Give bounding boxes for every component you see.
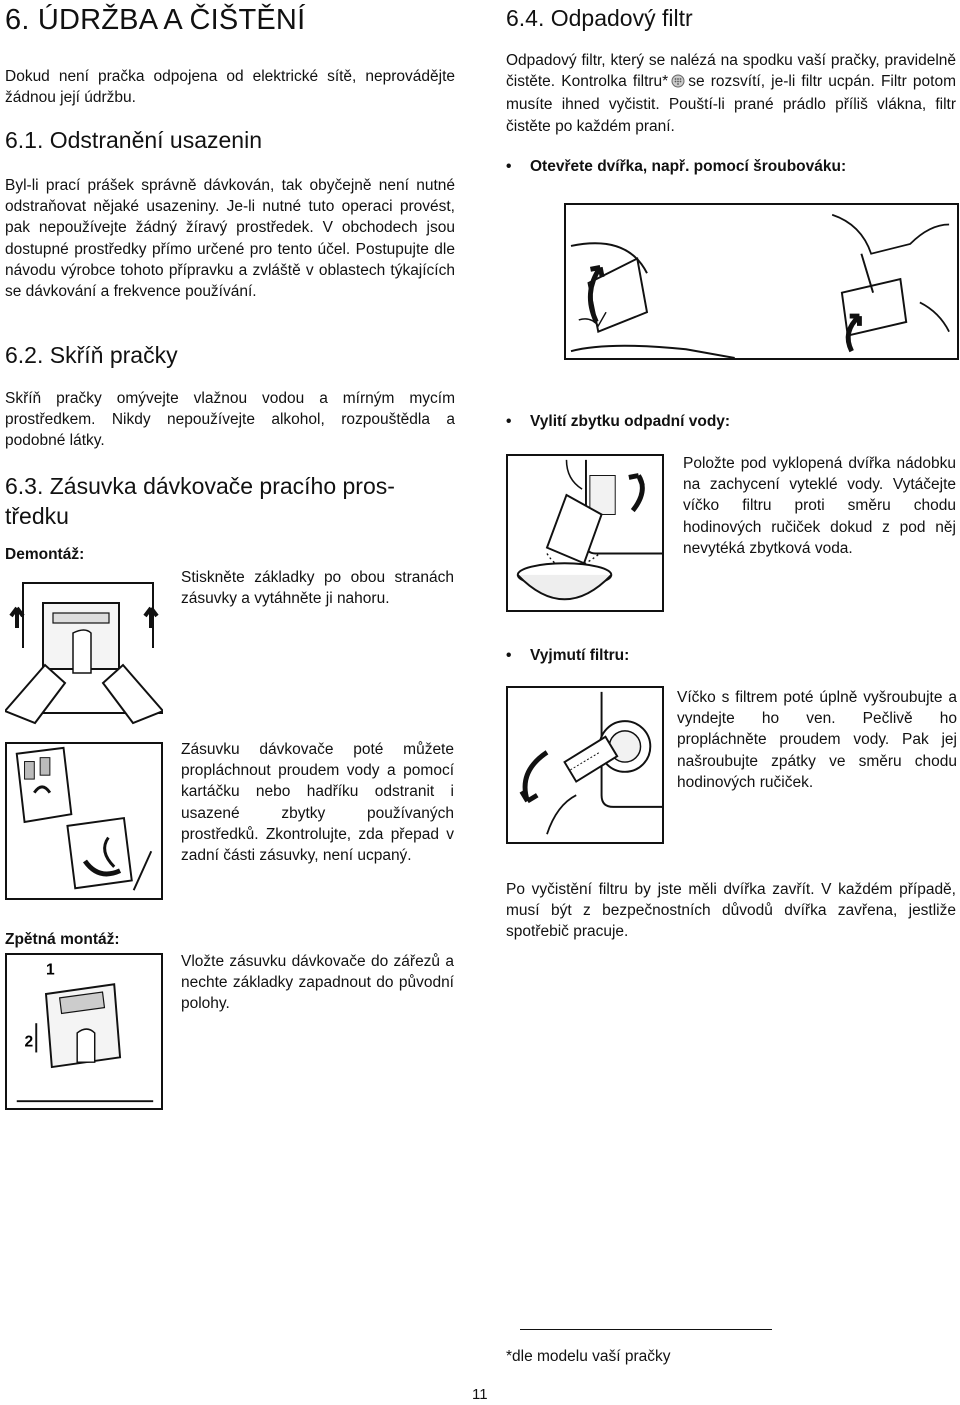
figure-open-filter-door: [564, 203, 959, 360]
remove-text: Víčko s filtrem poté úplně vyšroubujte a vyndejte ho ven. Pečlivě ho propláchněte proudem vody. Pak jej našroubujte zpátky ve směru chodu hodinových ručiček.: [677, 689, 957, 791]
closing-text: Po vyčistění filtru by jste měli dvířka zavřít. V každém případě, musí být z bezpečnostních důvodů dvířka zavřena, jestliže spotřebič pracuje.: [506, 881, 956, 941]
svg-text:2: 2: [24, 1033, 34, 1051]
section-title: 6. ÚDRŽBA A ČIŠTĚNÍ: [5, 4, 306, 36]
heading-6-1: 6.1. Odstranění usazenin: [5, 127, 262, 153]
heading-6-3-line1: 6.3. Zásuvka dávkovače pracího pros-: [5, 473, 395, 499]
drain-text: Položte pod vyklopená dvířka nádobku na zachycení vyteklé vody. Vytáčejte víčko filtru proti směru chodu hodinových ručiček dokud z pod něj nevytéká zbytková voda.: [683, 455, 956, 557]
text-6-1: Byl-li prací prášek správně dávkován, tak obyčejně není nutné odstraňovat nějaké usazeniny. Je-li nutné tuto operaci provést, pak nepoužívejte žádný žíravý prostředek. V obchodech jsou dostupné prostředky přímo určené pro tento účel. Postupujte dle návodu výrobce tohoto přípravku a zvláště v oblastech týkajících se dávkování a frekvence používání.: [5, 177, 455, 301]
text-6-2: Skříň pračky omývejte vlažnou vodou a mírným mycím prostředkem. Nikdy nepoužívejte alkohol, rozpouštědla a podobné látky.: [5, 390, 455, 450]
figure-drawer-rinse: [5, 742, 163, 900]
heading-6-2: 6.2. Skříň pračky: [5, 342, 178, 368]
rinse-text: Zásuvku dávkovače poté můžete propláchnout proudem vody a pomocí kartáčku nebo hadříku odstranit i usazené zbytky používaných prostředků. Zkontrolujte, zda přepad v zadní části zásuvky, není ucpaný.: [181, 741, 454, 865]
bullet-drain-water: • Vylití zbytku odpadní vody:: [506, 413, 731, 430]
filter-intro: [506, 50, 956, 137]
bullet-remove-filter: • Vyjmutí filtru:: [506, 647, 630, 664]
section-intro: Dokud není pračka odpojena od elektrické sítě, neprovádějte žádnou její údržbu.: [5, 68, 455, 107]
disassembly-text: Stiskněte základky po obou stranách zásuvky a vytáhněte ji nahoru.: [181, 569, 454, 608]
footnote: *dle modelu vaší pračky: [506, 1348, 671, 1365]
bullet-open-door: • Otevřete dvířka, např. pomocí šroubováku:: [506, 158, 847, 175]
page-number: 11: [472, 1386, 488, 1403]
figure-remove-filter: [506, 686, 664, 844]
filter-intro-part1: Odpadový filtr, který se nalézá na spodku vaší pračky, pravidelně čistěte. Kontrolka filtru*: [506, 52, 956, 91]
footnote-divider: [520, 1329, 772, 1330]
filter-indicator-icon: [671, 73, 685, 94]
figure-drawer-removal: [5, 573, 163, 730]
reassembly-text: Vložte zásuvku dávkovače do zářezů a nechte základky zapadnout do původní polohy.: [181, 953, 454, 1013]
heading-6-3-line2: tředku: [5, 503, 69, 529]
filter-intro-part2: se rozsvítí, je-li filtr ucpán. Filtr potom musíte ihned vyčistit. Pouští-li prané prádlo příliš vlákna, filtr čistěte po každém praní.: [506, 73, 956, 135]
disassembly-label: Demontáž:: [5, 546, 85, 563]
svg-text:1: 1: [45, 961, 55, 979]
heading-6-4: 6.4. Odpadový filtr: [506, 5, 693, 31]
reassembly-label: Zpětná montáž:: [5, 931, 120, 948]
figure-drain-water: [506, 454, 664, 612]
figure-drawer-reassembly: [5, 953, 163, 1110]
